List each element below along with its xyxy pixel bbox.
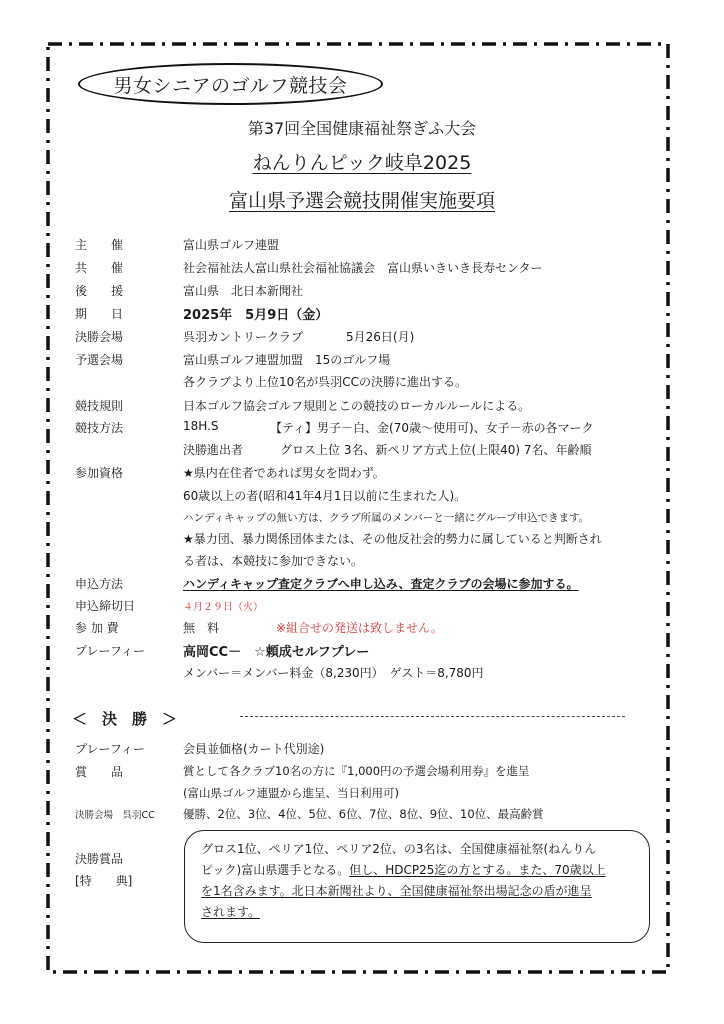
title-badge: 男女シニアのゴルフ競技会 [78,63,383,105]
prize-box-line-3: を1名含みます。北日本新聞社より、全国健康福祉祭出場記念の盾が進呈 [201,884,592,898]
deadline-value: ４月２９日（火） [183,602,263,613]
eligibility-label: 参加資格 [75,466,124,480]
method-tee: 【ティ】男子－白、金(70歳～使用可)、女子－赤の各マーク [270,421,594,435]
eligibility-line-4: ★暴力団、暴力関係団体または、その他反社会的勢力に属していると判断され [183,532,602,546]
cohost-value: 社会福祉法人富山県社会福祉協議会 富山県いきいき長寿センター [183,261,543,275]
cohost-label: 共 催 [75,261,124,275]
prize-box-line-2b: 但し、HDCP25迄の方とする。また、70歳以上 [349,863,606,877]
prelim-venue-value: 富山県ゴルフ連盟加盟 15のゴルフ場 [183,353,391,367]
prize-box-line-1: グロス1位、ペリア1位、ペリア2位、の3名は、全国健康福祉祭(ねんりん [201,842,597,856]
prize-box-line-2 [201,860,637,881]
fee-value: 無 料 [183,621,220,635]
apply-label: 申込方法 [75,577,124,591]
organizer-label: 主 催 [75,238,124,252]
finals-playfee-label: プレーフィー [75,742,145,756]
fee-note: ※組合せの発送は致しません。 [276,621,443,635]
final-venue-label: 決勝会場 [75,330,124,344]
organizer-value: 富山県ゴルフ連盟 [183,238,280,252]
eligibility-line-3: ハンディキャップの無い方は、クラブ所属のメンバーと一緒にグループ申込できます。 [183,512,590,524]
finals-prize-label: 賞 品 [75,765,124,779]
method-label: 競技方法 [75,421,124,435]
date-value: 2025年 5月9日（金） [183,308,329,323]
fee-label: 参 加 費 [75,621,119,635]
date-label: 期 日 [75,307,124,321]
finals-prize-line-1: 賞として各クラブ10名の方に『1,000円の予選会場利用券』を進呈 [183,764,530,778]
playfee-value: 高岡CC－ ☆頼成セルフプレー [183,645,370,660]
final-venue-date: 5月26日(月) [346,330,415,344]
apply-value: ハンディキャップ査定クラブへ申し込み、査定クラブの会場に参加する。 [183,577,579,591]
rules-value: 日本ゴルフ協会ゴルフ規則とこの競技のローカルルールによる。 [183,399,531,413]
prize-box-line-2a: ピック)富山県選手となる。 [201,863,350,877]
special-prize-label: 決勝賞品 [75,852,124,866]
eligibility-line-5: る者は、本競技に参加できない。 [183,554,364,568]
special-prize-box [184,830,650,943]
deadline-label: 申込締切日 [75,599,136,613]
event-subtitle: 第37回全国健康福祉祭ぎふ大会 [247,119,477,138]
rules-label: 競技規則 [75,399,124,413]
prize-box-line-4: されます。 [201,905,261,919]
special-benefit-label: [特 典] [75,874,133,888]
playfee-detail: メンバー＝メンバー料金（8,230円） ゲスト＝8,780円 [183,666,484,680]
final-venue-value: 呉羽カントリークラブ [183,330,304,344]
support-value: 富山県 北日本新聞社 [183,284,304,298]
finals-header: ＜ 決 勝 ＞ [72,710,178,728]
finals-divider [240,716,625,717]
prelim-venue-label: 予選会場 [75,353,124,367]
method-holes: 18H.S [183,419,219,433]
eligibility-line-1: ★県内在住者であれば男女を問わず。 [183,466,385,480]
eligibility-line-2: 60歳以上の者(昭和41年4月1日以前に生まれた人)。 [183,489,467,503]
finals-venue-label: 決勝会場 呉羽CC [75,810,155,821]
method-advance-label: 決勝進出者 [183,443,244,457]
event-title: ねんりんピック岐阜2025 [252,152,472,174]
document-title: 富山県予選会競技開催実施要項 [228,190,495,212]
method-advance: グロス上位 3名、新ペリア方式上位(上限40) 7名、年齢順 [280,443,592,457]
finals-ranks: 優勝、2位、3位、4位、5位、6位、7位、8位、9位、10位、最高齢賞 [183,807,544,821]
playfee-label: プレーフィー [75,644,145,658]
support-label: 後 援 [75,284,124,298]
finals-playfee-value: 会員並価格(カート代別途) [183,742,325,756]
finals-prize-line-2: (富山県ゴルフ連盟から進呈、当日利用可) [183,786,399,800]
prelim-venue-note: 各クラブより上位10名が呉羽CCの決勝に進出する。 [183,375,468,389]
